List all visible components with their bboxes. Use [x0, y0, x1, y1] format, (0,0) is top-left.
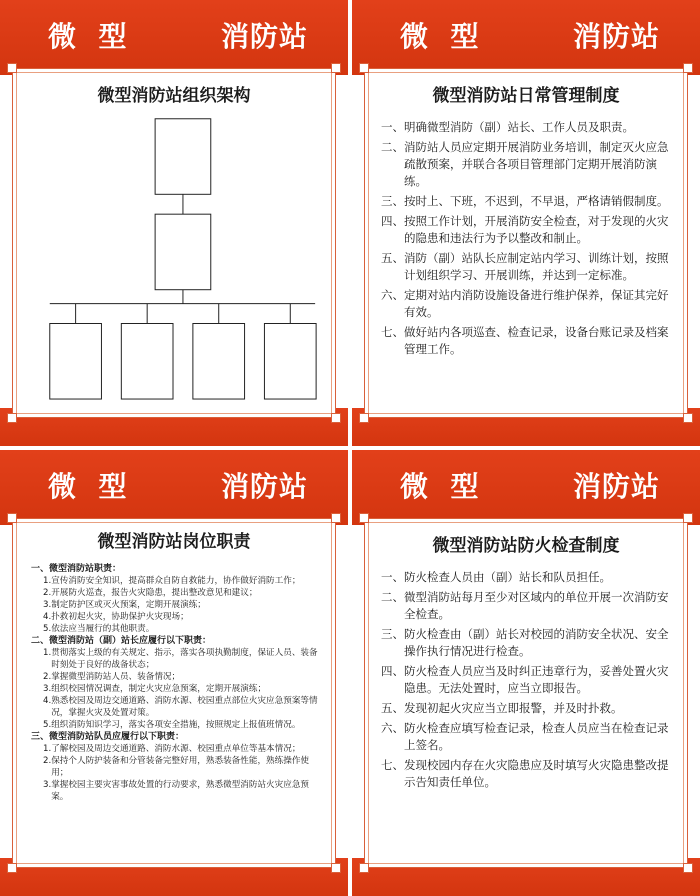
duty-text: 制定防护区或灭火预案，定期开展演练；: [51, 600, 206, 610]
corner-ornament: [683, 63, 693, 73]
duty-number: 1.: [43, 648, 52, 658]
rule-item: [381, 250, 677, 284]
rules-list: [381, 569, 677, 794]
section-heading: 三、微型消防站队员应履行以下职责：: [31, 732, 185, 742]
rule-item: [381, 589, 677, 623]
duty-text: 依法应当履行的其他职责。: [51, 624, 155, 634]
content-card: [364, 68, 688, 418]
section-heading: 一、微型消防站职责：: [31, 564, 122, 574]
card-title: 微型消防站组织架构: [97, 86, 251, 106]
duty-item: [31, 671, 325, 683]
duties-list: [31, 563, 325, 803]
duty-number: 4.: [43, 696, 52, 706]
corner-ornament: [359, 513, 369, 523]
duty-number: 1.: [43, 576, 52, 586]
duty-number: 2.: [43, 672, 52, 682]
rule-number: 五、: [381, 701, 404, 715]
duty-text: 掌握微型消防站人员、装备情况；: [51, 672, 181, 682]
rules-list: [381, 119, 677, 361]
duty-item: [31, 683, 325, 695]
content-card: [12, 518, 336, 868]
rule-item: [381, 324, 677, 358]
duty-item: [31, 599, 325, 611]
header-title-right: 消防站: [220, 470, 308, 503]
rule-text: 微型消防站每月至少对区域内的单位开展一次消防安全检查。: [404, 590, 669, 621]
duty-item: [31, 779, 325, 803]
panel-header: [352, 450, 700, 525]
header-title-left: 微 型: [48, 20, 128, 53]
duty-number: 4.: [43, 612, 52, 622]
corner-ornament: [331, 863, 341, 873]
duty-item: [31, 575, 325, 587]
duty-item: [31, 695, 325, 719]
corner-ornament: [7, 863, 17, 873]
card-title: 微型消防站日常管理制度: [432, 86, 620, 106]
duty-text: 扑救初起火灾，协助保护火灾现场；: [51, 612, 189, 622]
duty-number: 5.: [43, 720, 52, 730]
duty-item: [31, 755, 325, 779]
rule-number: 二、: [381, 140, 404, 154]
card-title: 微型消防站防火检查制度: [432, 536, 620, 556]
rule-number: 三、: [381, 627, 404, 641]
header-title-left: 微 型: [48, 470, 128, 503]
rule-number: 一、: [381, 120, 404, 134]
rule-item: [381, 139, 677, 190]
rule-number: 五、: [381, 251, 404, 265]
rule-text: 按时上、下班，不迟到，不早退，严格请销假制度。: [404, 194, 669, 208]
org-box-middle: [155, 214, 211, 290]
rule-text: 明确微型消防（副）站长、工作人员及职责。: [404, 120, 634, 134]
rule-number: 一、: [381, 570, 404, 584]
org-box-top: [155, 119, 211, 195]
card-title: 微型消防站岗位职责: [97, 532, 251, 552]
rule-text: 防火检查由（副）站长对校园的消防安全状况、安全操作执行情况进行检查。: [404, 627, 669, 658]
duty-text: 宣传消防安全知识，提高群众自防自救能力，协作做好消防工作；: [51, 576, 301, 586]
duty-item: [31, 743, 325, 755]
duty-item: [31, 587, 325, 599]
org-box-bottom: [50, 324, 102, 400]
header-title-right: 消防站: [220, 20, 308, 53]
panel-duties: [0, 450, 348, 896]
duty-text: 贯彻落实上级的有关规定、指示，落实各项执勤制度，保证人员、装备时刻处于良好的战备状态；: [51, 648, 318, 670]
org-box-bottom: [193, 324, 245, 400]
rule-item: [381, 569, 677, 586]
org-chart-diagram: [13, 69, 335, 417]
corner-ornament: [331, 513, 341, 523]
panel-org-chart: [0, 0, 348, 446]
rule-number: 二、: [381, 590, 404, 604]
rule-text: 发现校园内存在火灾隐患应及时填写火灾隐患整改提示告知责任单位。: [404, 758, 669, 789]
duty-item: [31, 623, 325, 635]
rule-item: [381, 213, 677, 247]
rule-number: 七、: [381, 758, 404, 772]
duty-number: 2.: [43, 588, 52, 598]
panel-header: [352, 0, 700, 75]
header-title-left: 微 型: [400, 470, 480, 503]
rule-item: [381, 757, 677, 791]
duty-text: 掌握校园主要灾害事故处置的行动要求，熟悉微型消防站火灾应急预案。: [51, 780, 310, 802]
rule-item: [381, 193, 677, 210]
duty-text: 了解校园及周边交通道路、消防水源、校园重点单位等基本情况；: [51, 744, 301, 754]
duty-number: 3.: [43, 780, 52, 790]
header-title-right: 消防站: [572, 20, 660, 53]
duty-text: 熟悉校园及周边交通道路、消防水源、校园重点部位火灾应急预案等情况，掌握火灾及处置对策。: [51, 696, 318, 718]
rule-number: 六、: [381, 721, 404, 735]
section-heading: 二、微型消防站（副）站长应履行以下职责：: [31, 636, 212, 646]
duty-number: 1.: [43, 744, 52, 754]
org-box-bottom: [264, 324, 316, 400]
rule-item: [381, 287, 677, 321]
rule-number: 四、: [381, 214, 404, 228]
panel-header: [0, 0, 348, 75]
rule-number: 三、: [381, 194, 404, 208]
duty-text: 开展防火巡查，报告火灾隐患，提出整改意见和建议；: [51, 588, 258, 598]
duty-number: 5.: [43, 624, 52, 634]
rule-text: 做好站内各项巡查、检查记录，设备台账记录及档案管理工作。: [404, 325, 669, 356]
duty-item: [31, 719, 325, 731]
content-card: [12, 68, 336, 418]
rule-item: [381, 119, 677, 136]
corner-ornament: [683, 863, 693, 873]
rule-text: 防火检查人员由（副）站长和队员担任。: [404, 570, 611, 584]
corner-ornament: [7, 513, 17, 523]
rule-text: 防火检查人员应当及时纠正违章行为，妥善处置火灾隐患。无法处置时，应当立即报告。: [404, 664, 669, 695]
panel-daily-management: [352, 0, 700, 446]
rule-number: 六、: [381, 288, 404, 302]
rule-item: [381, 700, 677, 717]
duty-text: 保持个人防护装备和分管装备完整好用，熟悉装备性能，熟练操作使用；: [51, 756, 310, 778]
content-card: [364, 518, 688, 868]
rule-text: 消防（副）站队长应制定站内学习、训练计划，按照计划组织学习、开展训练，并达到一定标准。: [404, 251, 669, 282]
corner-ornament: [359, 413, 369, 423]
duty-number: 3.: [43, 600, 52, 610]
header-title-right: 消防站: [572, 470, 660, 503]
panel-header: [0, 450, 348, 525]
duty-number: 3.: [43, 684, 52, 694]
duty-item: [31, 611, 325, 623]
corner-ornament: [683, 513, 693, 523]
rule-item: [381, 720, 677, 754]
corner-ornament: [359, 63, 369, 73]
rule-text: 定期对站内消防设施设备进行维护保养，保证其完好有效。: [404, 288, 669, 319]
corner-ornament: [683, 413, 693, 423]
org-box-bottom: [121, 324, 173, 400]
rule-number: 七、: [381, 325, 404, 339]
duty-number: 2.: [43, 756, 52, 766]
duty-text: 组织消防知识学习，落实各项安全措施，按照规定上报值班情况。: [51, 720, 301, 730]
corner-ornament: [359, 863, 369, 873]
panel-inspection: [352, 450, 700, 896]
rule-number: 四、: [381, 664, 404, 678]
duty-item: [31, 647, 325, 671]
rule-text: 消防站人员应定期开展消防业务培训，制定灭火应急疏散预案，并联合各项目管理部门定期开展消防演练。: [404, 140, 669, 188]
rule-item: [381, 663, 677, 697]
rule-text: 发现初起火灾应当立即报警，并及时扑救。: [404, 701, 623, 715]
duty-text: 组织校园情况调查，制定火灾应急预案，定期开展演练；: [51, 684, 267, 694]
rule-text: 防火检查应填写检查记录，检查人员应当在检查记录上签名。: [404, 721, 669, 752]
header-title-left: 微 型: [400, 20, 480, 53]
rule-item: [381, 626, 677, 660]
rule-text: 按照工作计划，开展消防安全检查，对于发现的火灾的隐患和违法行为予以整改和制止。: [404, 214, 669, 245]
